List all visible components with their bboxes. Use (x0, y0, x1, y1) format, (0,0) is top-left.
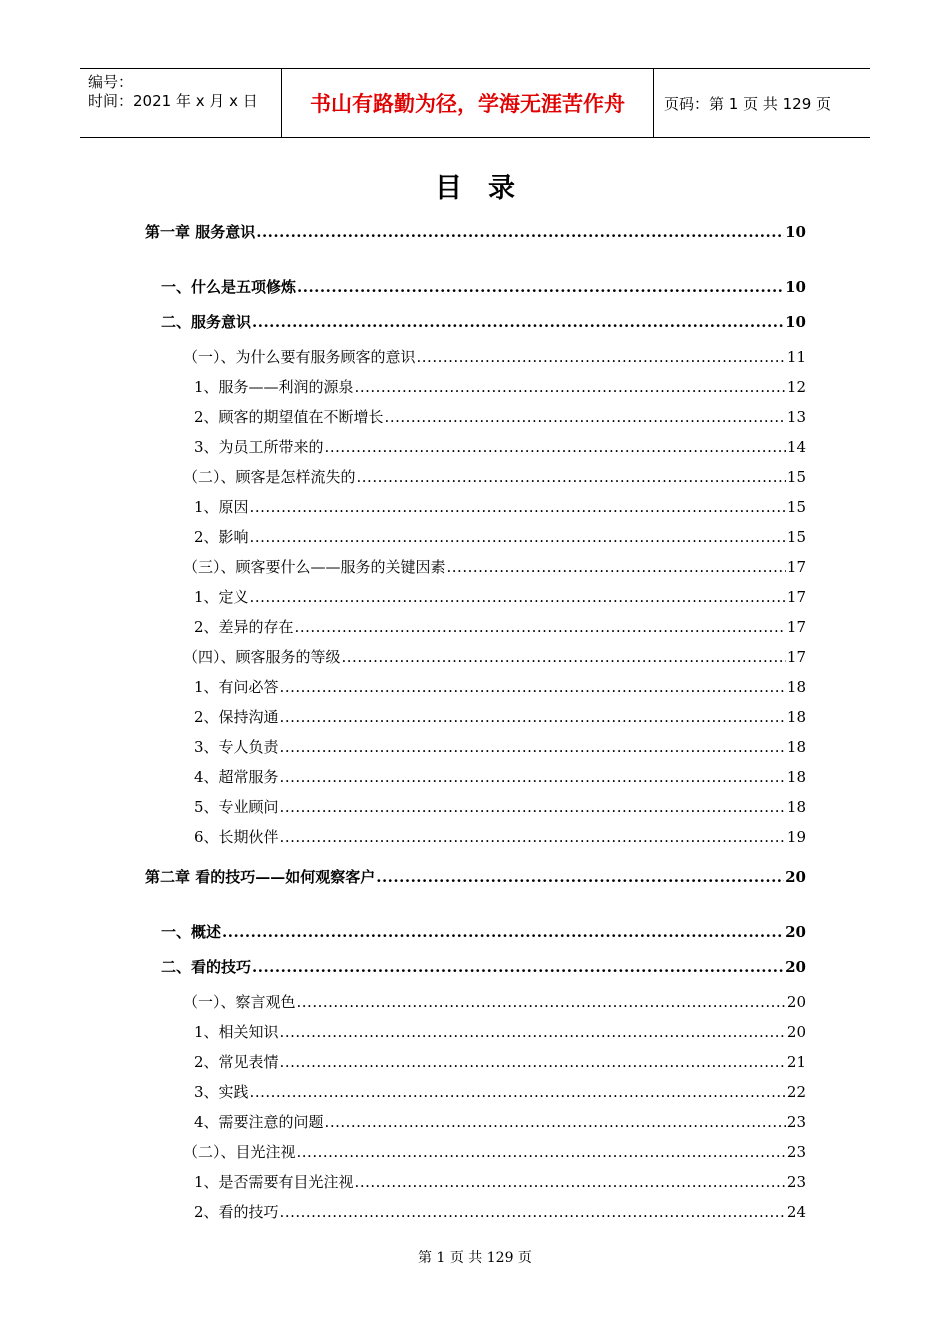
document-header (80, 68, 870, 138)
toc-entry[interactable] (194, 616, 806, 637)
toc-entry[interactable] (161, 311, 806, 332)
toc-title: 目录 (435, 173, 541, 204)
toc-leader (297, 993, 786, 1011)
toc-entry-text: 第二章 看的技巧——如何观察客户 (145, 868, 376, 886)
toc-leader (297, 1143, 786, 1161)
toc-entry-text: 1、原因 (194, 498, 249, 516)
toc-entry[interactable] (194, 1201, 806, 1222)
toc-leader (280, 798, 786, 816)
toc-entry-text: 3、专人负责 (194, 738, 279, 756)
toc-entry[interactable] (194, 586, 806, 607)
toc-entry[interactable] (183, 556, 806, 577)
toc-leader (250, 498, 786, 516)
toc-leader (250, 528, 786, 546)
toc-entry-page: 13 (786, 408, 806, 426)
toc-entry-text: 一、概述 (161, 923, 222, 941)
toc-entry[interactable] (183, 346, 806, 367)
toc-entry-text: （一）、察言观色 (183, 993, 296, 1011)
toc-leader (325, 1113, 786, 1131)
toc-leader (295, 618, 786, 636)
header-meta (80, 69, 282, 137)
toc-entry-text: 4、需要注意的问题 (194, 1113, 324, 1131)
toc-leader (280, 1023, 786, 1041)
toc-entry-text: 二、服务意识 (161, 313, 252, 331)
toc-entry-text: 3、实践 (194, 1083, 249, 1101)
toc-entry[interactable] (194, 376, 806, 397)
toc-entry[interactable] (194, 1081, 806, 1102)
toc-leader (280, 738, 786, 756)
toc-leader (222, 923, 784, 941)
toc-leader (250, 588, 786, 606)
toc-entry-page: 22 (786, 1083, 806, 1101)
toc-entry-text: 1、是否需要有目光注视 (194, 1173, 354, 1191)
date-label: 时间：2021 年 x 月 x 日 (88, 92, 258, 110)
toc-entry[interactable] (194, 406, 806, 427)
toc-entry[interactable] (194, 706, 806, 727)
header-page-info: 页码：第 1 页 共 129 页 (664, 94, 832, 113)
toc-entry-text: 1、相关知识 (194, 1023, 279, 1041)
toc-leader (256, 223, 784, 241)
toc-entry-page: 17 (786, 558, 806, 576)
toc-leader (376, 868, 784, 886)
toc-entry[interactable] (194, 826, 806, 847)
toc-entry-text: 2、顾客的期望值在不断增长 (194, 408, 384, 426)
toc-entry[interactable] (161, 921, 806, 942)
page-footer: 第 1 页 共 129 页 (418, 1250, 532, 1266)
toc-entry[interactable] (194, 796, 806, 817)
toc-entry[interactable] (161, 956, 806, 977)
toc-leader (417, 348, 786, 366)
toc-leader (280, 768, 786, 786)
toc-entry-text: 1、定义 (194, 588, 249, 606)
toc-entry[interactable] (183, 991, 806, 1012)
toc-entry-text: 2、保持沟通 (194, 708, 279, 726)
toc-entry-text: 2、差异的存在 (194, 618, 294, 636)
toc-entry-text: 5、专业顾问 (194, 798, 279, 816)
toc-entry-page: 20 (785, 958, 806, 976)
toc-entry-text: 二、看的技巧 (161, 958, 252, 976)
toc-entry-page: 15 (786, 468, 806, 486)
toc-leader (297, 278, 784, 296)
toc-entry-page: 20 (786, 1023, 806, 1041)
toc-entry[interactable] (194, 736, 806, 757)
toc-entry-text: 2、常见表情 (194, 1053, 279, 1071)
toc-entry-page: 19 (786, 828, 806, 846)
toc-leader (342, 648, 786, 666)
toc-entry[interactable] (183, 466, 806, 487)
toc-entry-text: 第一章 服务意识 (145, 223, 256, 241)
toc-entry-page: 10 (785, 313, 806, 331)
toc-entry-text: （二）、目光注视 (183, 1143, 296, 1161)
toc-entry[interactable] (194, 676, 806, 697)
toc-entry-text: 2、看的技巧 (194, 1203, 279, 1221)
header-motto: 书山有路勤为径，学海无涯苦作舟 (282, 69, 654, 137)
toc-entry-page: 18 (786, 738, 806, 756)
toc-entry-page: 10 (785, 278, 806, 296)
toc-leader (280, 708, 786, 726)
toc-entry-page: 14 (786, 438, 806, 456)
toc-entry-text: 1、有问必答 (194, 678, 279, 696)
toc-entry-page: 18 (786, 708, 806, 726)
toc-leader (357, 468, 786, 486)
toc-entry-page: 21 (786, 1053, 806, 1071)
toc-entry-page: 18 (786, 678, 806, 696)
toc-entry-page: 20 (785, 868, 806, 886)
toc-entry[interactable] (145, 866, 806, 887)
toc-leader (385, 408, 786, 426)
toc-entry-page: 18 (786, 768, 806, 786)
number-label: 编号： (88, 73, 134, 91)
toc-entry[interactable] (161, 276, 806, 297)
toc-entry[interactable] (194, 526, 806, 547)
toc-entry[interactable] (194, 766, 806, 787)
toc-entry-page: 20 (785, 923, 806, 941)
toc-entry-text: 6、长期伙伴 (194, 828, 279, 846)
toc-entry-page: 24 (786, 1203, 806, 1221)
toc-entry[interactable] (194, 1051, 806, 1072)
toc-entry-page: 23 (786, 1143, 806, 1161)
toc-entry[interactable] (145, 221, 806, 242)
toc-entry-page: 10 (785, 223, 806, 241)
toc-entry-page: 17 (786, 588, 806, 606)
toc-entry-page: 17 (786, 618, 806, 636)
toc-entry-page: 20 (786, 993, 806, 1011)
toc-entry-text: 2、影响 (194, 528, 249, 546)
toc-entry-text: （二）、顾客是怎样流失的 (183, 468, 356, 486)
toc-entry[interactable] (183, 1141, 806, 1162)
toc-leader (250, 1083, 786, 1101)
toc-entry-page: 18 (786, 798, 806, 816)
toc-entry-page: 17 (786, 648, 806, 666)
toc-entry-page: 15 (786, 528, 806, 546)
toc-entry[interactable] (194, 1171, 806, 1192)
toc-leader (355, 1173, 786, 1191)
toc-entry[interactable] (194, 1021, 806, 1042)
toc-entry-page: 11 (786, 348, 806, 366)
toc-entry-text: 4、超常服务 (194, 768, 279, 786)
toc-entry-page: 23 (786, 1173, 806, 1191)
toc-entry[interactable] (194, 496, 806, 517)
toc-leader (252, 958, 784, 976)
toc-entry-page: 23 (786, 1113, 806, 1131)
toc-leader (447, 558, 786, 576)
toc-entry-page: 12 (786, 378, 806, 396)
toc-leader (280, 1053, 786, 1071)
toc-leader (280, 678, 786, 696)
toc-leader (355, 378, 786, 396)
toc-entry-text: 3、为员工所带来的 (194, 438, 324, 456)
toc-entry-text: 1、服务——利润的源泉 (194, 378, 354, 396)
toc-leader (252, 313, 784, 331)
toc-leader (325, 438, 786, 456)
toc-entry-text: 一、什么是五项修炼 (161, 278, 297, 296)
toc-entry[interactable] (194, 1111, 806, 1132)
toc-entry-page: 15 (786, 498, 806, 516)
toc-entry-text: （三）、顾客要什么——服务的关键因素 (183, 558, 446, 576)
toc-leader (280, 1203, 786, 1221)
toc-leader (280, 828, 786, 846)
toc-entry-text: （一）、为什么要有服务顾客的意识 (183, 348, 416, 366)
toc-entry[interactable] (194, 436, 806, 457)
toc-entry-text: （四）、顾客服务的等级 (183, 648, 341, 666)
toc-entry[interactable] (183, 646, 806, 667)
